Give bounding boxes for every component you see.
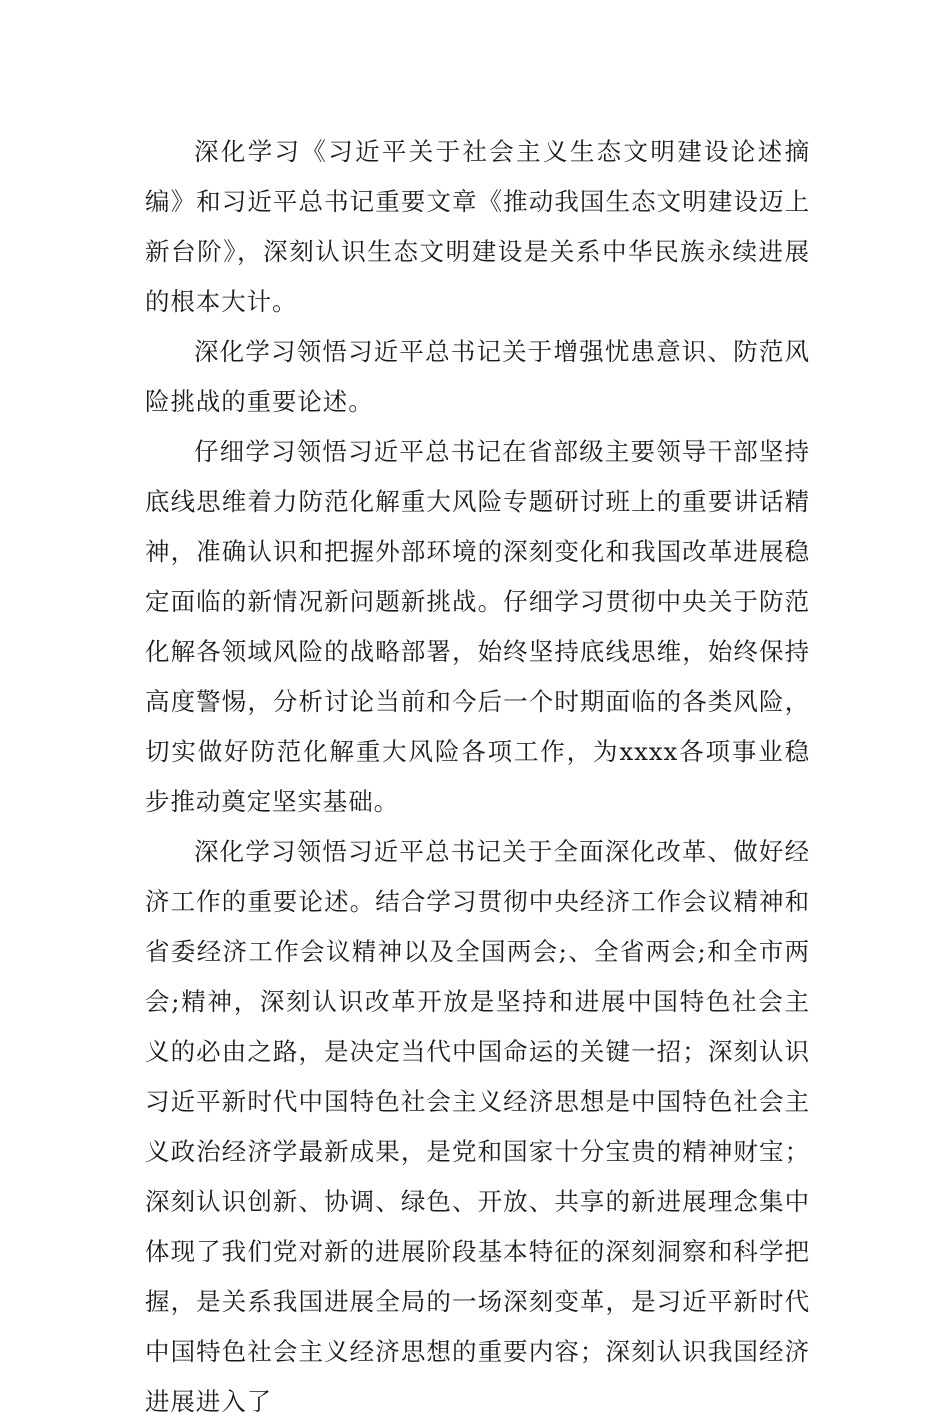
document-body — [145, 127, 810, 1427]
paragraph-ecological-civilization: 深化学习《习近平关于社会主义生态文明建设论述摘编》和习近平总书记重要文章《推动我国生态文明建设迈上新台阶》，深刻认识生态文明建设是关系中华民族永续进展的根本大计。 — [145, 137, 810, 316]
paragraph-deepening-reform: 深化学习领悟习近平总书记关于全面深化改革、做好经济工作的重要论述。结合学习贯彻中央经济工作会议精神和省委经济工作会议精神以及全国两会;、全省两会;和全市两会;精神，深刻认识改革开放是坚持和进展中国特色社会主义的必由之路，是决定当代中国命运的关键一招；深刻认识习近平新时代中国特色社会主义经济思想是中国特色社会主义政治经济学最新成果，是党和国家十分宝贵的精神财宝；深刻认识创新、协调、绿色、开放、共享的新进展理念集中体现了我们党对新的进展阶段基本特征的深刻洞察和科学把握，是关系我国进展全局的一场深刻变革，是习近平新时代中国特色社会主义经济思想的重要内容；深刻认识我国经济进展进入了 — [145, 837, 810, 1416]
paragraph-risk-awareness: 深化学习领悟习近平总书记关于增强忧患意识、防范风险挑战的重要论述。 — [145, 337, 810, 416]
paragraph-bottom-line-thinking: 仔细学习领悟习近平总书记在省部级主要领导干部坚持底线思维着力防范化解重大风险专题研讨班上的重要讲话精神，准确认识和把握外部环境的深刻变化和我国改革进展稳定面临的新情况新问题新挑战。仔细学习贯彻中央关于防范化解各领域风险的战略部署，始终坚持底线思维，始终保持高度警惕，分析讨论当前和今后一个时期面临的各类风险，切实做好防范化解重大风险各项工作，为xxxx各项事业稳步推动奠定坚实基础。 — [145, 437, 810, 816]
